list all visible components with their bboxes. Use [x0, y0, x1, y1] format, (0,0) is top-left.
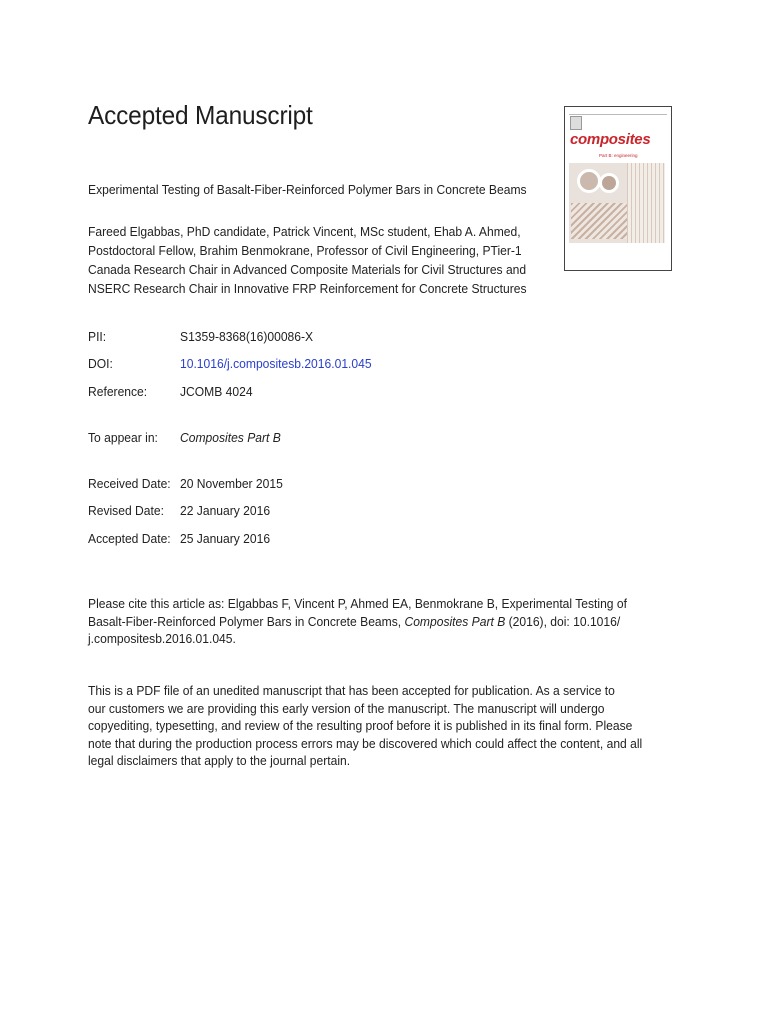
meta-label: DOI:	[88, 356, 113, 371]
page-heading: Accepted Manuscript	[88, 100, 313, 130]
disclaimer-line: our customers we are providing this early version of the manuscript. The manuscript will undergo	[88, 700, 605, 716]
cover-artwork-right	[627, 163, 665, 243]
meta-value: JCOMB 4024	[180, 384, 253, 399]
disclaimer-line: This is a PDF file of an unedited manuscript that has been accepted for publication. As a service to	[88, 683, 615, 698]
cover-art-circle	[577, 169, 601, 193]
citation-text: (2016), doi: 10.1016/	[505, 613, 621, 629]
meta-label: Received Date:	[88, 476, 171, 491]
meta-value: 20 November 2015	[180, 476, 283, 491]
meta-label: Revised Date:	[88, 503, 164, 518]
meta-label: PII:	[88, 329, 107, 344]
author-list	[88, 222, 588, 298]
citation-text: Basalt-Fiber-Reinforced Polymer Bars in Concrete Beams,	[88, 613, 405, 629]
author-line: Postdoctoral Fellow, Brahim Benmokrane, Professor of Civil Engineering, PTier-1	[88, 243, 522, 258]
meta-label: Accepted Date:	[88, 531, 171, 546]
cover-top-bar	[569, 110, 667, 115]
publisher-logo-icon	[570, 116, 582, 130]
author-line: Fareed Elgabbas, PhD candidate, Patrick Vincent, MSc student, Ehab A. Ahmed,	[88, 224, 521, 239]
author-line: NSERC Research Chair in Innovative FRP Reinforcement for Concrete Structures	[88, 281, 527, 296]
citation-paragraph	[88, 595, 668, 648]
cover-art-circle	[599, 173, 619, 193]
citation-line: Please cite this article as: Elgabbas F, Vincent P, Ahmed EA, Benmokrane B, Experimental Testing of	[88, 596, 627, 611]
meta-value: S1359-8368(16)00086-X	[180, 329, 314, 344]
meta-label: To appear in:	[88, 430, 158, 445]
disclaimer-paragraph	[88, 682, 684, 770]
disclaimer-line: note that during the production process errors may be discovered which could affect the content, and all	[88, 735, 643, 751]
disclaimer-line: copyediting, typesetting, and review of the resulting proof before it is published in its final form. Please	[88, 718, 633, 733]
doi-link[interactable]: 10.1016/j.compositesb.2016.01.045	[180, 356, 372, 371]
disclaimer-line: legal disclaimers that apply to the journal pertain.	[88, 753, 351, 768]
citation-line: j.compositesb.2016.01.045.	[88, 631, 236, 646]
meta-value: 22 January 2016	[180, 503, 271, 518]
cover-subtitle: Part B: engineering	[599, 153, 638, 158]
article-title: Experimental Testing of Basalt-Fiber-Reinforced Polymer Bars in Concrete Beams	[88, 182, 527, 197]
cover-journal-name: composites	[570, 131, 651, 148]
meta-value: 25 January 2016	[180, 531, 271, 546]
citation-journal: Composites Part B	[404, 613, 506, 629]
meta-label: Reference:	[88, 384, 148, 399]
meta-value: Composites Part B	[180, 430, 281, 445]
author-line: Canada Research Chair in Advanced Composite Materials for Civil Structures and	[88, 262, 527, 277]
citation-line	[88, 613, 627, 631]
